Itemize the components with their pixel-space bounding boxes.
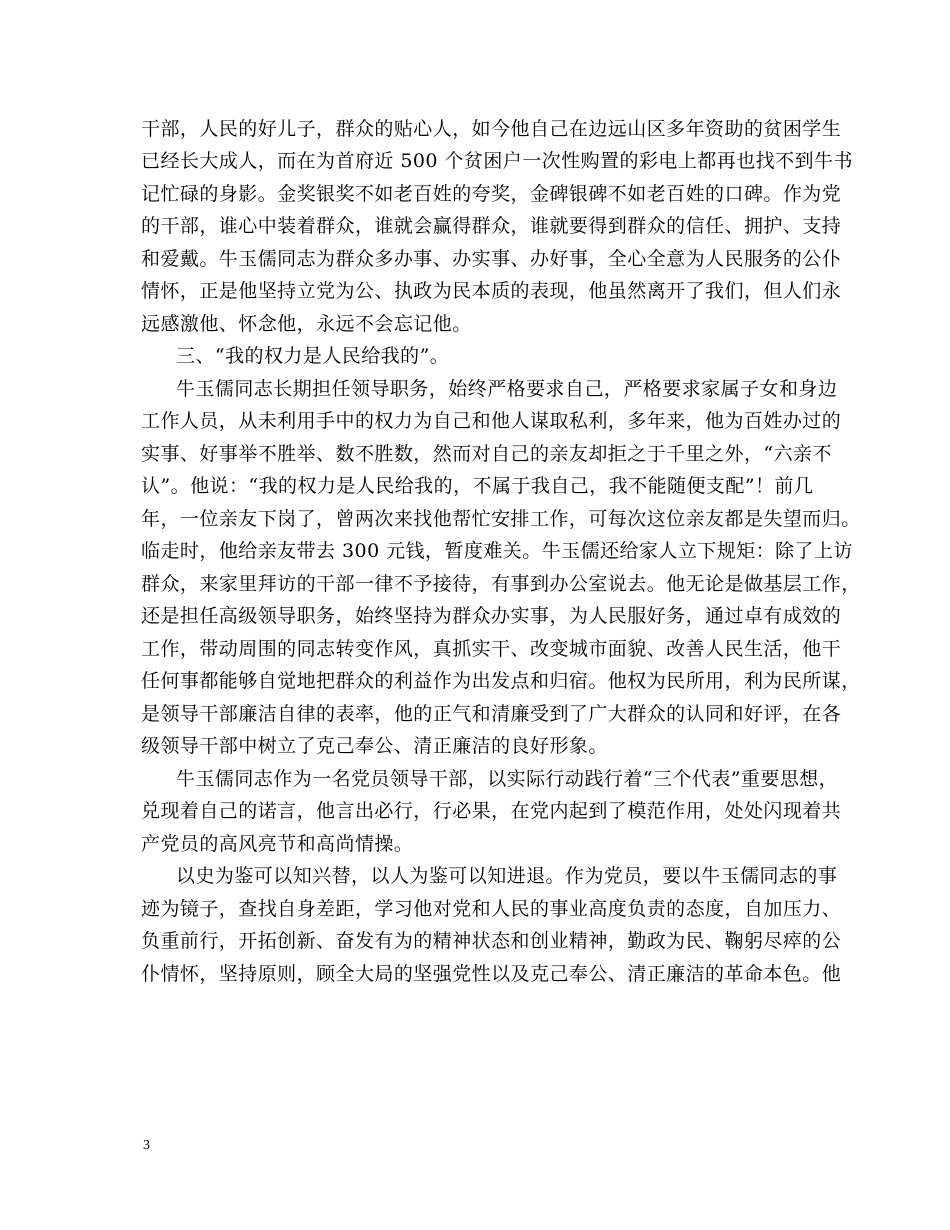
text-line: 牛玉儒同志长期担任领导职务，始终严格要求自己，严格要求家属子女和身边: [176, 378, 838, 400]
text-line: 认”。他说：“我的权力是人民给我的，不属于我自己，我不能随便支配”！前几: [141, 475, 814, 497]
text-line: 迹为镜子，查找自身差距，学习他对党和人民的事业高度负责的态度，自加压力、: [141, 898, 842, 920]
text-line: 记忙碌的身影。金奖银奖不如老百姓的夸奖，金碑银碑不如老百姓的口碑。作为党: [141, 183, 842, 205]
text-line: 是领导干部廉洁自律的表率，他的正气和清廉受到了广大群众的认同和好评，在各: [141, 703, 842, 725]
text-line: 仆情怀，坚持原则，顾全大局的坚强党性以及克己奉公、清正廉洁的革命本色。他: [141, 963, 842, 985]
text-line: 年，一位亲友下岗了，曾两次来找他帮忙安排工作，可每次这位亲友都是失望而归。: [141, 508, 861, 530]
text-line: 的干部，谁心中装着群众，谁就会赢得群众，谁就要得到群众的信任、拥护、支持: [141, 215, 842, 237]
text-line: 已经长大成人，而在为首府近 500 个贫困户一次性购置的彩电上都再也找不到牛书: [141, 150, 853, 172]
text-line: 产党员的高风亮节和高尚情操。: [141, 833, 414, 855]
section-heading: 三、“我的权力是人民给我的”。: [176, 345, 450, 367]
page-number: 3: [143, 1138, 150, 1153]
text-line: 情怀，正是他坚持立党为公、执政为民本质的表现，他虽然离开了我们，但人们永: [141, 280, 842, 302]
text-line: 级领导干部中树立了克己奉公、清正廉洁的良好形象。: [141, 735, 608, 757]
text-line: 和爱戴。牛玉儒同志为群众多办事、办实事、办好事，全心全意为人民服务的公仆: [141, 248, 842, 270]
text-line: 还是担任高级领导职务，始终坚持为群众办实事，为人民服好务，通过卓有成效的: [141, 605, 842, 627]
text-line: 以史为鉴可以知兴替，以人为鉴可以知进退。作为党员，要以牛玉儒同志的事: [176, 865, 838, 887]
text-line: 临走时，他给亲友带去 300 元钱，暂度难关。牛玉儒还给家人立下规矩：除了上访: [141, 540, 853, 562]
text-line: 干部，人民的好儿子，群众的贴心人，如今他自己在边远山区多年资助的贫困学生: [141, 118, 842, 140]
text-line: 任何事都能够自觉地把群众的利益作为出发点和归宿。他权为民所用，利为民所谋，: [141, 670, 861, 692]
text-line: 牛玉儒同志作为一名党员领导干部，以实际行动践行着“三个代表”重要思想，: [176, 768, 839, 790]
text-line: 远感激他、怀念他，永远不会忘记他。: [141, 313, 472, 335]
text-line: 实事、好事举不胜举、数不胜数，然而对自己的亲友却拒之于千里之外，“六亲不: [141, 443, 832, 465]
text-line: 工作，带动周围的同志转变作风，真抓实干、改变城市面貌、改善人民生活，他干: [141, 638, 842, 660]
text-line: 负重前行，开拓创新、奋发有为的精神状态和创业精神，勤政为民、鞠躬尽瘁的公: [141, 930, 842, 952]
text-line: 群众，来家里拜访的干部一律不予接待，有事到办公室说去。他无论是做基层工作，: [141, 573, 861, 595]
text-line: 兑现着自己的诺言，他言出必行，行必果，在党内起到了模范作用，处处闪现着共: [141, 800, 842, 822]
text-line: 工作人员，从未利用手中的权力为自己和他人谋取私利，多年来，他为百姓办过的: [141, 410, 842, 432]
